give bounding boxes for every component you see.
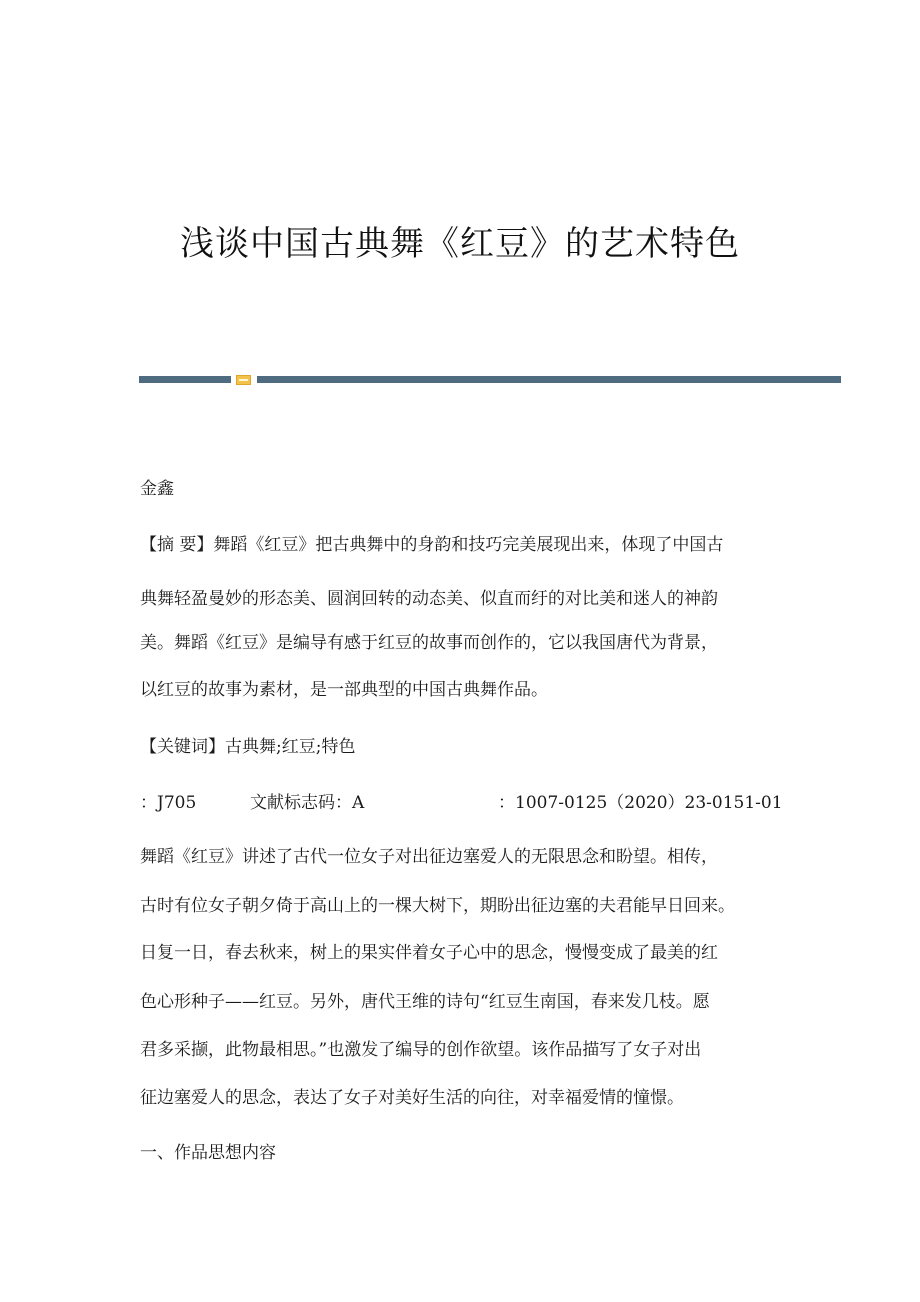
author-name: 金鑫 — [140, 479, 174, 499]
section-heading: 一、作品思想内容 — [140, 1143, 276, 1163]
divider-bar-right — [257, 376, 841, 383]
clc-number: ：J705 — [140, 793, 197, 813]
abstract-line: 【摘 要】舞蹈《红豆》把古典舞中的身韵和技巧完美展现出来，体现了中国古 — [140, 535, 724, 555]
body-line: 日复一日，春去秋来，树上的果实伴着女子心中的思念，慢慢变成了最美的红 — [140, 943, 718, 963]
article-id: ：1007-0125（2020）23-0151-01 — [498, 793, 783, 813]
page-title: 浅谈中国古典舞《红豆》的艺术特色 — [180, 224, 740, 264]
body-line: 君多采撷，此物最相思。”也激发了编导的创作欲望。该作品描写了女子对出 — [140, 1040, 702, 1060]
body-line: 征边塞爱人的思念，表达了女子对美好生活的向往，对幸福爱情的憧憬。 — [140, 1088, 684, 1108]
abstract-line: 美。舞蹈《红豆》是编导有感于红豆的故事而创作的，它以我国唐代为背景， — [140, 633, 718, 653]
keywords: 【关键词】古典舞;红豆;特色 — [140, 737, 356, 757]
title-divider — [139, 375, 841, 385]
body-line: 古时有位女子朝夕倚于高山上的一棵大树下，期盼出征边塞的夫君能早日回来。 — [140, 896, 735, 916]
abstract-line: 典舞轻盈曼妙的形态美、圆润回转的动态美、似直而纡的对比美和迷人的神韵 — [140, 589, 718, 609]
divider-badge-icon — [236, 375, 251, 385]
body-line: 色心形种子——红豆。另外，唐代王维的诗句“红豆生南国，春来发几枝。愿 — [140, 992, 710, 1012]
body-line: 舞蹈《红豆》讲述了古代一位女子对出征边塞爱人的无限思念和盼望。相传， — [140, 847, 718, 867]
abstract-line: 以红豆的故事为素材，是一部典型的中国古典舞作品。 — [140, 680, 548, 700]
divider-bar-left — [139, 376, 231, 383]
document-code: 文献标志码：A — [250, 793, 365, 813]
